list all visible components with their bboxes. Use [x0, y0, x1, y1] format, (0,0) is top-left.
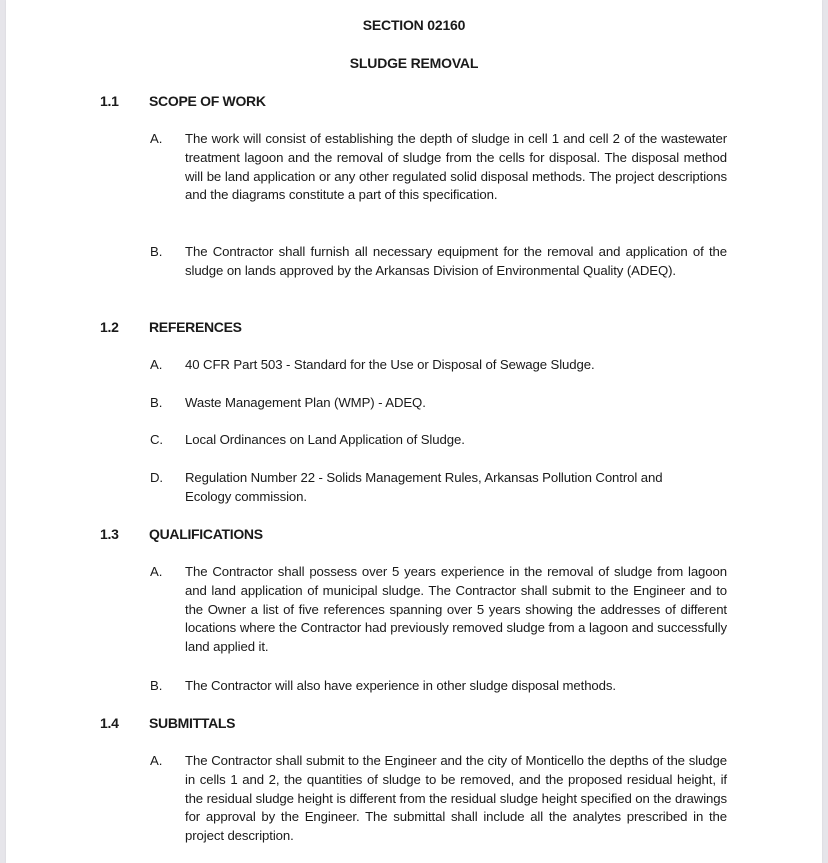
item-text: The work will consist of establishing the depth of sludge in cell 1 and cell 2 of the wastewater treatment lagoon and the removal of sludge from the cells for disposal. The disposal method will be land application or any other regulated solid disposal methods. The project descriptions and the diagrams constitute a part of this specification.: [185, 131, 727, 203]
part-number: 1.4: [100, 715, 119, 731]
part-number: 1.2: [100, 319, 119, 335]
item-letter: A.: [150, 753, 163, 768]
item-letter: A.: [150, 131, 163, 146]
item-text: The Contractor shall possess over 5 years experience in the removal of sludge from lagoon and land application of municipal sludge. The Contractor shall submit to the Engineer and to the Owner a list of five references spanning over 5 years showing the addresses of different locations where the Contractor had previously removed sludge from a lagoon and successfully land applied it.: [185, 564, 727, 655]
item-letter: D.: [150, 470, 163, 485]
item-text: 40 CFR Part 503 - Standard for the Use or Disposal of Sewage Sludge.: [185, 357, 595, 372]
item-letter: A.: [150, 357, 163, 372]
item-letter: B.: [150, 395, 163, 410]
item-letter: C.: [150, 432, 163, 447]
part-number: 1.3: [100, 526, 119, 542]
part-title: REFERENCES: [149, 319, 242, 335]
section-number: SECTION 02160: [362, 17, 466, 33]
item-letter: B.: [150, 678, 163, 693]
document-title: SLUDGE REMOVAL: [349, 55, 479, 71]
part-title: SCOPE OF WORK: [149, 93, 266, 109]
item-text: Waste Management Plan (WMP) - ADEQ.: [185, 395, 426, 410]
item-text: Regulation Number 22 - Solids Management Rules, Arkansas Pollution Control and Ecology commission.: [185, 470, 663, 504]
item-text: The Contractor shall submit to the Engineer and the city of Monticello the depths of the sludge in cells 1 and 2, the quantities of sludge to be removed, and the proposed residual height, if the residual sludge height is different from the residual sludge height specified on the drawings for approval by the Engineer. The submittal shall include all the analytes prescribed in the project description.: [185, 753, 727, 844]
item-text: Local Ordinances on Land Application of Sludge.: [185, 432, 465, 447]
item-text: The Contractor shall furnish all necessary equipment for the removal and application of the sludge on lands approved by the Arkansas Division of Environmental Quality (ADEQ).: [185, 244, 727, 278]
part-title: SUBMITTALS: [149, 715, 236, 731]
part-title: QUALIFICATIONS: [149, 526, 263, 542]
item-letter: A.: [150, 564, 163, 579]
item-text: The Contractor will also have experience in other sludge disposal methods.: [185, 678, 616, 693]
part-number: 1.1: [100, 93, 119, 109]
item-letter: B.: [150, 244, 163, 259]
